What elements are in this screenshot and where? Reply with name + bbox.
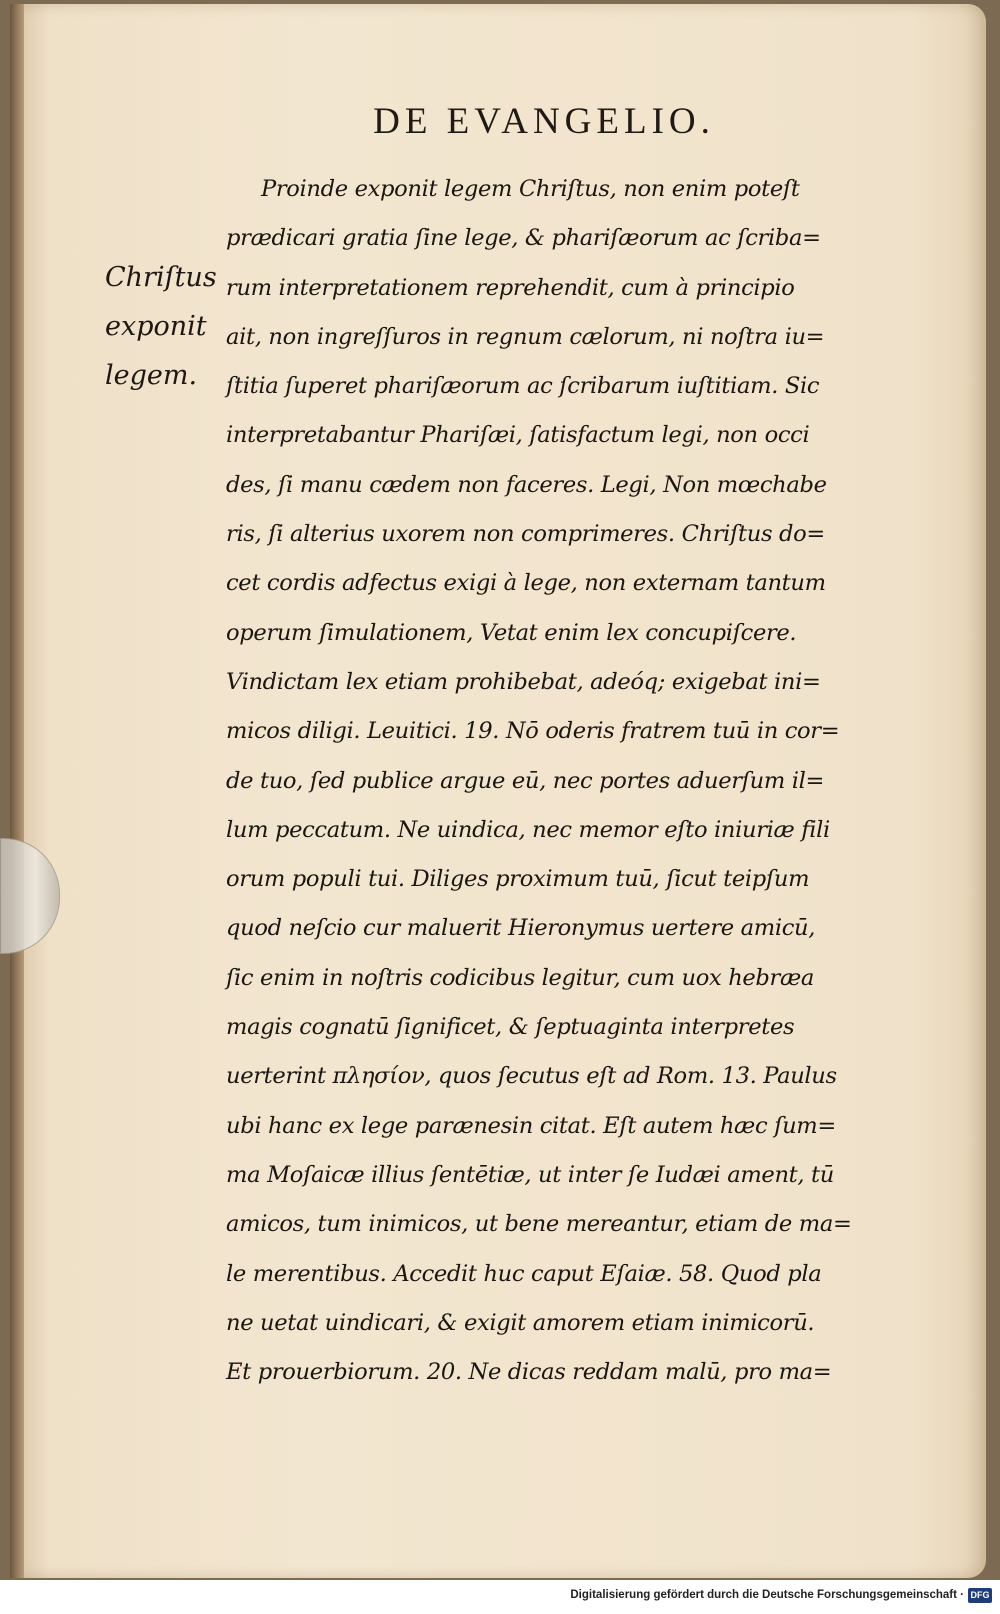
text-line: orum populi tui. Diliges proximum tuū, ſicut teipſum — [226, 866, 810, 893]
text-line: interpretabantur Phariſæi, ſatisfactum legi, non occi — [226, 422, 810, 449]
text-line: amicos, tum inimicos, ut bene mereantur, etiam de ma= — [226, 1211, 852, 1238]
text-line: uerterint πλησίον, quos ſecutus eſt ad Rom. 13. Paulus — [226, 1063, 837, 1090]
text-line: ſtitia ſuperet phariſæorum ac ſcribarum iuſtitiam. Sic — [226, 373, 820, 400]
text-line: ſic enim in noſtris codicibus legitur, cum uox hebræa — [226, 964, 814, 991]
text-line: des, ſi manu cædem non faceres. Legi, Non mœchabe — [226, 471, 827, 498]
funding-credit: Digitalisierung gefördert durch die Deutsche Forschungsgemeinschaft · — [570, 1589, 964, 1601]
text-line: cet cordis adfectus exigi à lege, non externam tantum — [226, 570, 826, 597]
text-line: quod neſcio cur maluerit Hieronymus uertere amicū, — [226, 915, 816, 942]
text-line: lum peccatum. Ne uindica, nec memor eſto iniuriæ fili — [226, 816, 830, 843]
text-line: Et prouerbiorum. 20. Ne dicas reddam malū, pro ma= — [226, 1359, 832, 1386]
marginal-note-line: Chriſtus — [105, 262, 217, 293]
marginal-note-line: exponit — [105, 311, 207, 342]
text-line: rum interpretationem reprehendit, cum à principio — [226, 274, 795, 301]
text-line: prædicari gratia ſine lege, & phariſæorum ac ſcriba= — [226, 225, 821, 252]
text-line: magis cognatū ſignificet, & ſeptuaginta interpretes — [226, 1014, 795, 1041]
page-gutter — [10, 4, 24, 1578]
marginal-note — [105, 253, 225, 400]
text-line: le merentibus. Accedit huc caput Eſaiæ. 58. Quod pla — [226, 1260, 822, 1287]
text-line: ait, non ingreſſuros in regnum cælorum, ni noſtra iu= — [226, 323, 825, 350]
text-line: ubi hanc ex lege parænesin citat. Eſt autem hæc ſum= — [226, 1112, 836, 1139]
running-header-text: DE EVANGELIO. — [373, 101, 715, 142]
body-text — [226, 165, 916, 1397]
text-line: operum ſimulationem, Vetat enim lex concupiſcere. — [226, 619, 797, 646]
text-line: ma Moſaicæ illius ſentētiæ, ut inter ſe Iudæi ament, tū — [226, 1161, 834, 1188]
text-line: micos diligi. Leuitici. 19. Nō oderis fratrem tuū in cor= — [226, 718, 840, 745]
running-header — [44, 100, 1000, 143]
text-line: ris, ſi alterius uxorem non comprimeres. Chriſtus do= — [226, 521, 825, 548]
text-line: Proinde exponit legem Chriſtus, non enim poteſt — [261, 176, 800, 202]
marginal-note-line: legem. — [105, 360, 198, 391]
text-line: Vindictam lex etiam prohibebat, adeóq; exigebat ini= — [226, 668, 821, 695]
text-line: de tuo, ſed publice argue eū, nec portes aduerſum il= — [226, 767, 825, 794]
footer-bar — [0, 1580, 1000, 1614]
text-line: ne uetat uindicari, & exigit amorem etiam inimicorū. — [226, 1309, 815, 1336]
dfg-logo: DFG — [968, 1588, 992, 1603]
